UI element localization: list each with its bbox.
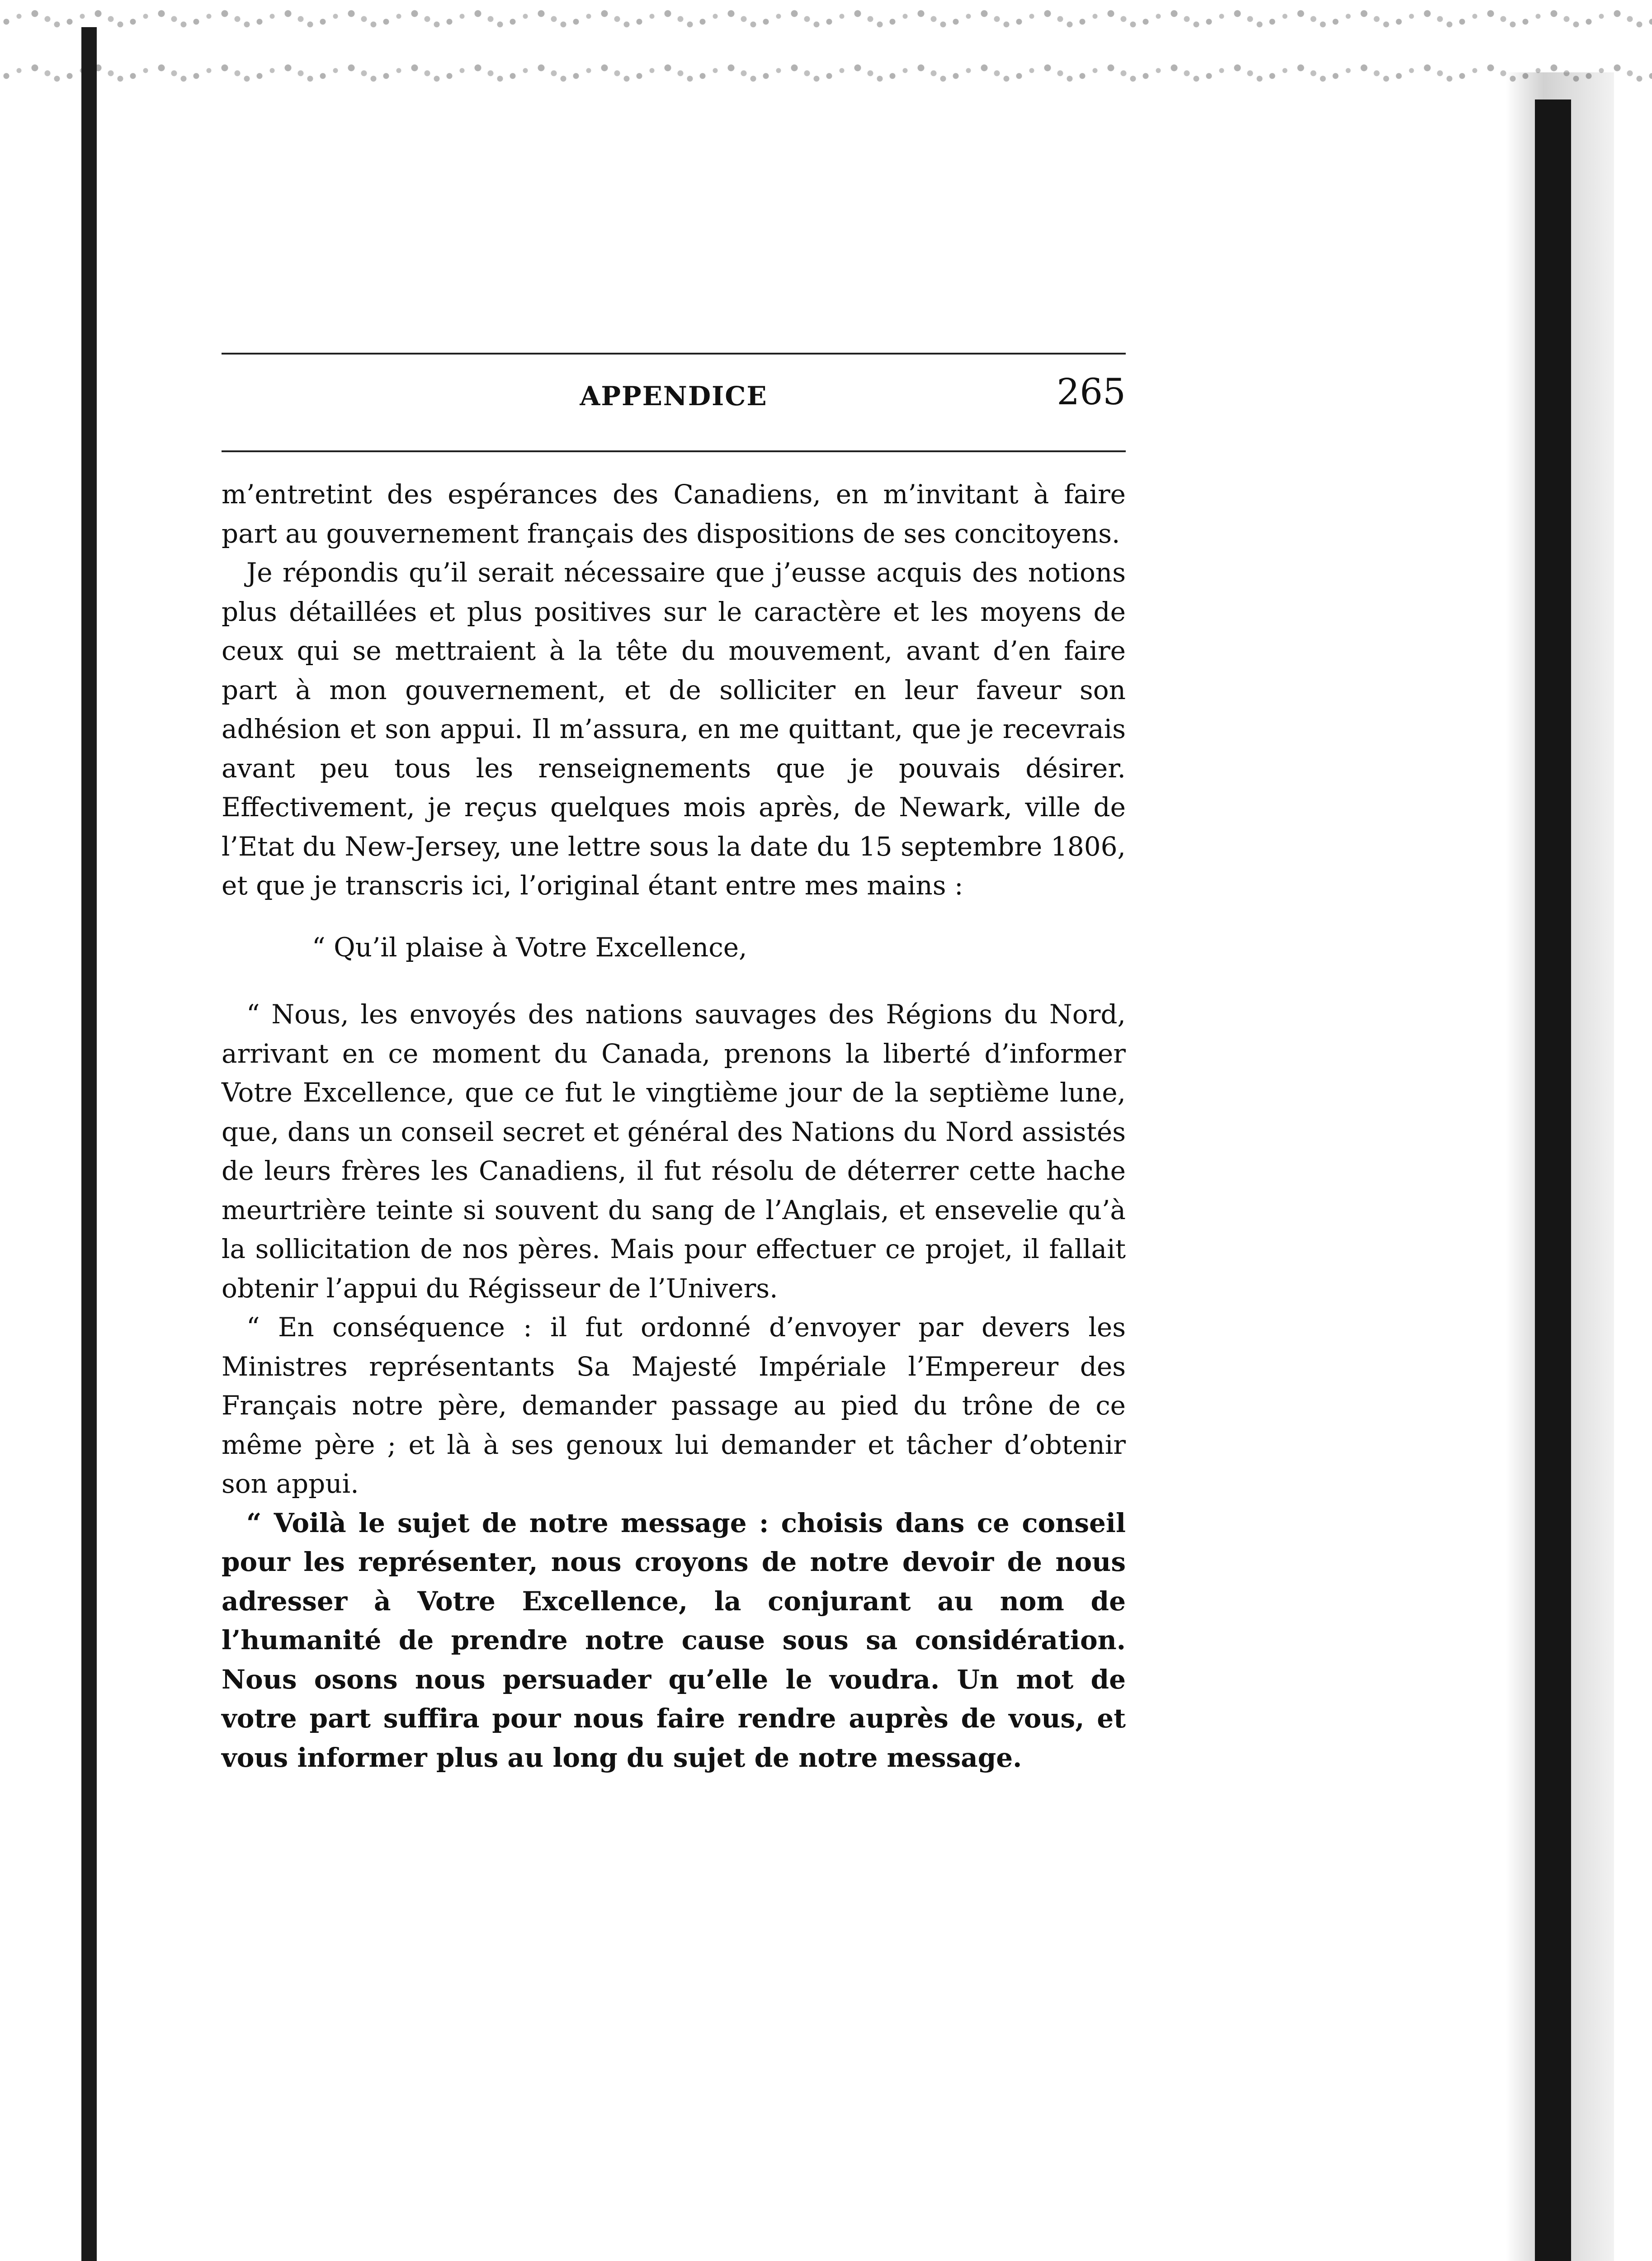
letter-paragraph-2: “ En conséquence : il fut ordonné d’envoyer par devers les Ministres représentants Sa Majesté Impériale l’Empereur des Français notre père, demander passage au pied du trône de ce même père ; et là à ses genoux lui demander et tâcher d’obtenir son appui. bbox=[222, 1312, 1126, 1499]
letter-paragraph-1: “ Nous, les envoyés des nations sauvages des Régions du Nord, arrivant en ce moment du Canada, prenons la liberté d’informer Votre Excellence, que ce fut le vingtième jour de la septième lune, que, dans un conseil secret et général des Nations du Nord assistés de leurs frères les Canadiens, il fut résolu de déterrer cette hache meurtrière teinte si souvent du sang de l’Anglais, et ensevelie qu’à la sollicitation de nos pères. Mais pour effectuer ce projet, il fallait obtenir l’appui du Régisseur de l’Univers. bbox=[222, 999, 1126, 1304]
paragraph-continuation: m’entretint des espérances des Canadiens, en m’invitant à faire part au gouvernement français des dispositions de ses concitoyens. bbox=[222, 479, 1126, 549]
page-title: APPENDICE bbox=[580, 381, 768, 412]
scan-top-noise bbox=[0, 0, 1652, 99]
paragraph-reply: Je répondis qu’il serait nécessaire que j’eusse acquis des notions plus détaillées et plus positives sur le caractère et les moyens de ceux qui se mettraient à la tête du mouvement, avant d’en faire part à mon gouvernement, et de solliciter en leur faveur son adhésion et son appui. Il m’assura, en me quittant, que je recevrais avant peu tous les renseignements que je pouvais désirer. Effectivement, je reçus quelques mois après, de Newark, ville de l’Etat du New-Jersey, une lettre sous la date du 15 septembre 1806, et que je transcris ici, l’original étant entre mes mains : bbox=[222, 557, 1126, 901]
scan-left-border bbox=[81, 27, 97, 2261]
letter-paragraph-3: “ Voilà le sujet de notre message : choisis dans ce conseil pour les représenter, nous croyons de notre devoir de nous adresser à Votre Excellence, la conjurant au nom de l’humanité de prendre notre cause sous sa considération. Nous osons nous persuader qu’elle le voudra. Un mot de votre part suffira pour nous faire rendre auprès de vous, et vous informer plus au long du sujet de notre message. bbox=[222, 1507, 1126, 1773]
scan-right-border bbox=[1535, 99, 1571, 2261]
header-rule-bottom bbox=[222, 450, 1126, 452]
body-text bbox=[222, 475, 1126, 1777]
letter-salutation: “ Qu’il plaise à Votre Excellence, bbox=[312, 932, 747, 963]
page-number: 265 bbox=[1057, 371, 1126, 413]
running-head bbox=[222, 371, 1126, 434]
header-rule-top bbox=[222, 353, 1126, 355]
